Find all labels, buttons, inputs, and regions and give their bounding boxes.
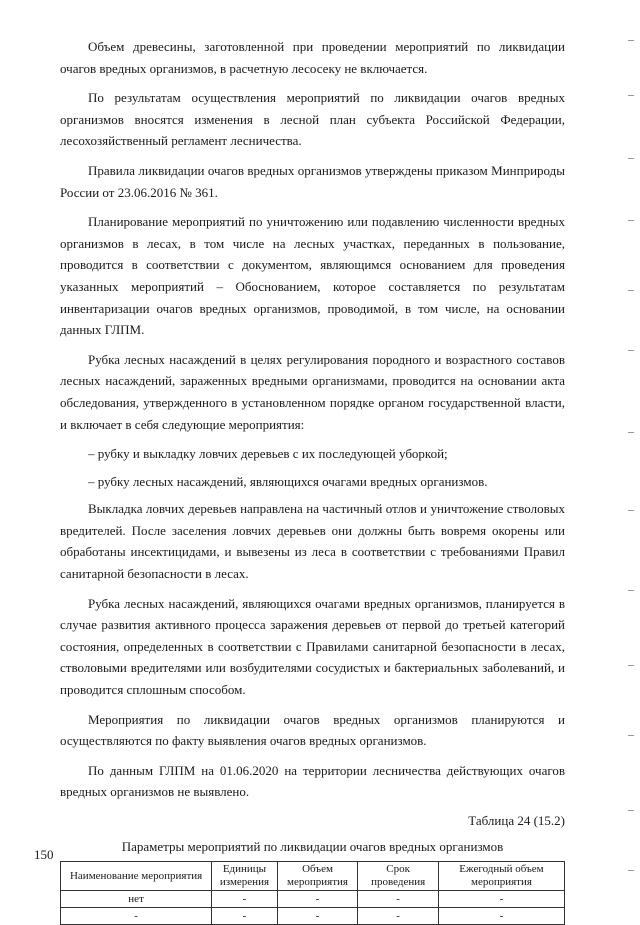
table-cell: - <box>358 891 439 908</box>
list-item: – рубку и выкладку ловчих деревьев с их последующей уборкой; <box>88 446 448 462</box>
paragraph: По данным ГЛПМ на 01.06.2020 на территории лесничества действующих очагов вредных организмов не выявлено. <box>60 762 565 800</box>
table-cell: - <box>277 908 358 925</box>
scan-mark <box>628 510 634 511</box>
scan-mark <box>628 590 634 591</box>
scan-mark <box>628 350 634 351</box>
scan-mark <box>628 40 634 41</box>
paragraph: Объем древесины, заготовленной при проведении мероприятий по ликвидации очагов вредных организмов, в расчетную лесосеку не включается. <box>60 39 565 76</box>
scan-mark <box>628 290 634 291</box>
paragraph: Правила ликвидации очагов вредных организмов утверждены приказом Минприроды России от 23.06.2016 № 361. <box>60 162 565 200</box>
table-header-cell: Ежегодный объем мероприятия <box>438 862 564 891</box>
scan-mark <box>628 432 634 433</box>
scan-mark <box>628 870 634 871</box>
list-item: – рубку лесных насаждений, являющихся очагами вредных организмов. <box>88 473 488 489</box>
table-header-cell: Срок проведения <box>358 862 439 891</box>
table-header-row <box>61 862 565 891</box>
table-cell: - <box>438 891 564 908</box>
scan-mark <box>628 665 634 666</box>
table-cell: - <box>212 891 278 908</box>
table-row <box>61 908 565 925</box>
parameters-table <box>60 861 565 925</box>
paragraph: Рубка лесных насаждений, являющихся очагами вредных организмов, планируется в случае развития активного процесса заражения деревьев от первой до третьей категорий состояния, определенных в соответствии с Правилами санитарной безопасности в лесах, стволовыми вредителями или возбудителями сосудистых и бактериальных заболеваний, и проводится сплошным способом. <box>60 595 565 698</box>
document-body <box>60 36 565 925</box>
scan-mark <box>628 810 634 811</box>
table-cell: - <box>212 908 278 925</box>
scan-mark <box>628 220 634 221</box>
paragraph: Мероприятия по ликвидации очагов вредных организмов планируются и осуществляются по факту выявления очагов вредных организмов. <box>60 711 565 749</box>
scan-mark <box>628 158 634 159</box>
paragraph: Планирование мероприятий по уничтожению или подавлению численности вредных организмов в лесах, в том числе на лесных участках, переданных в пользование, проводится в соответствии с документом, являющимся основанием для проведения указанных мероприятий – Обоснованием, которое составляется по результатам инвентаризации очагов вредных организмов, проводимой, в том числе, на основании данных ГЛПМ. <box>60 214 565 338</box>
paragraph: Рубка лесных насаждений в целях регулирования породного и возрастного составов лесных насаждений, зараженных вредными организмами, проводится на основании акта обследования, утвержденного в установленном порядке органом государственной власти, и включает в себя следующие мероприятия: <box>60 351 565 432</box>
table-cell: нет <box>61 891 212 908</box>
page-number: 150 <box>34 847 54 862</box>
table-cell: - <box>61 908 212 925</box>
table-cell: - <box>277 891 358 908</box>
paragraph: По результатам осуществления мероприятий по ликвидации очагов вредных организмов вносятся изменения в лесной план субъекта Российской Федерации, лесохозяйственный регламент лесничества. <box>60 90 565 149</box>
scan-edge-marks <box>622 0 634 905</box>
table-cell: - <box>438 908 564 925</box>
table-header-cell: Единицы измерения <box>212 862 278 891</box>
table-header-cell: Объем мероприятия <box>277 862 358 891</box>
table-number: Таблица 24 (15.2) <box>468 813 565 828</box>
table-header-cell: Наименование мероприятия <box>61 862 212 891</box>
scan-mark <box>628 95 634 96</box>
paragraph: Выкладка ловчих деревьев направлена на частичный отлов и уничтожение стволовых вредителей. После заселения ловчих деревьев они должны быть вовремя окорены или обработаны инсектицидами, и вывезены из леса в соответствии с требованиями Правил санитарной безопасности в лесах. <box>60 501 565 582</box>
scan-mark <box>628 735 634 736</box>
table-cell: - <box>358 908 439 925</box>
table-title: Параметры мероприятий по ликвидации очагов вредных организмов <box>121 839 504 854</box>
